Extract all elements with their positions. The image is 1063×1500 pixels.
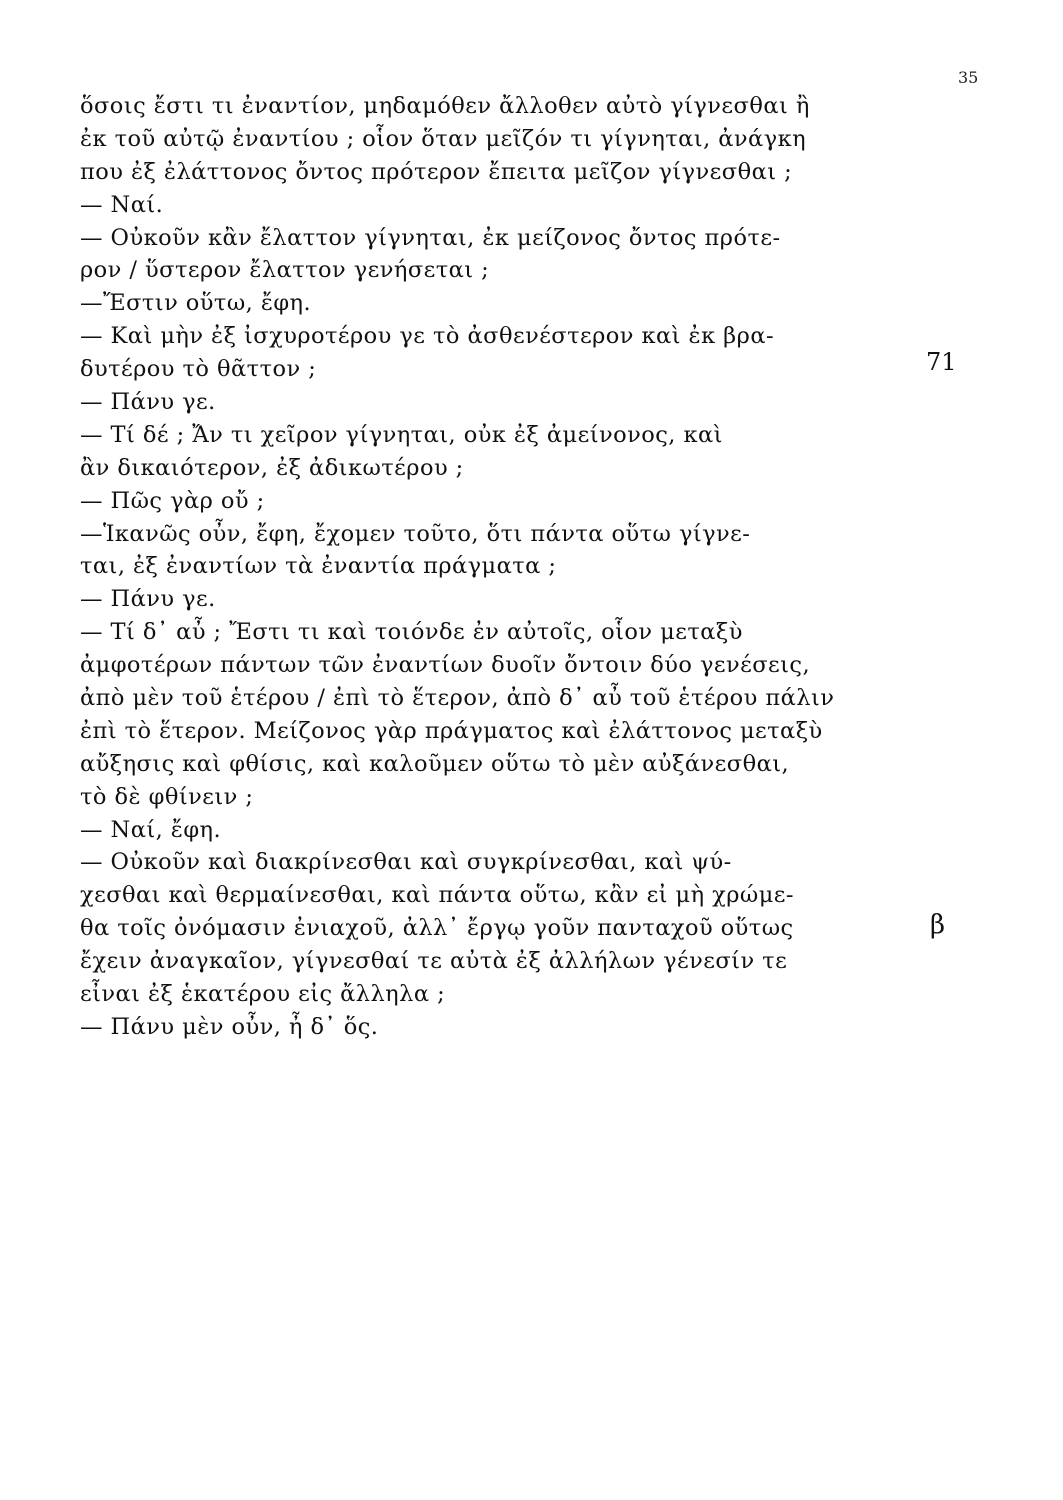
page-number: 35 [958, 68, 979, 87]
text-line: ἔχειν ἀναγκαῖον, γίγνεσθαί τε αὐτὰ ἐξ ἀλλήλων γένεσίν τε [80, 948, 788, 975]
text-line: ρον / ὕστερον ἔλαττον γενήσεται ; [80, 257, 490, 284]
text-line: — Πάνυ γε. [80, 389, 216, 416]
text-line: αὔξησις καὶ φθίσις, καὶ καλοῦμεν οὕτω τὸ μὲν αὐξάνεσθαι, [80, 750, 790, 777]
text-line: ται, ἐξ ἐναντίων τὰ ἐναντία πράγματα ; [80, 553, 557, 580]
text-line: ὅσοις ἔστι τι ἐναντίον, μηδαμόθεν ἄλλοθεν αὐτὸ γίγνεσθαι ἢ [80, 93, 810, 119]
text-line: τὸ δὲ φθίνειν ; [80, 783, 254, 810]
text-line: — Τί δ᾽ αὖ ; Ἔστι τι καὶ τοιόνδε ἐν αὐτοῖς, οἷον μεταξὺ [80, 619, 743, 646]
text-line: δυτέρου τὸ θᾶττον ; [80, 356, 317, 383]
dialogue-text [80, 90, 900, 1044]
text-line: ἀμφοτέρων πάντων τῶν ἐναντίων δυοῖν ὄντοιν δύο γενέσεις, [80, 652, 811, 679]
text-line: θα τοῖς ὀνόμασιν ἐνιαχοῦ, ἀλλ᾽ ἔργῳ γοῦν πανταχοῦ οὕτως [80, 915, 794, 942]
text-line: ἐκ τοῦ αὐτῷ ἐναντίου ; οἷον ὅταν μεῖζόν τι γίγνηται, ἀνάγκη [80, 125, 807, 152]
text-line: χεσθαι καὶ θερμαίνεσθαι, καὶ πάντα οὕτω, κἂν εἰ μὴ χρώμε- [80, 882, 794, 909]
text-line: —Ἔστιν οὕτω, ἔφη. [80, 290, 312, 317]
text-line: —Ἱκανῶς οὖν, ἔφη, ἔχομεν τοῦτο, ὅτι πάντα οὕτω γίγνε- [80, 520, 751, 547]
text-line: — Ναί, ἔφη. [80, 816, 222, 843]
marginal-note-stephanus-71: 71 [926, 348, 957, 376]
text-line: που ἐξ ἐλάττονος ὄντος πρότερον ἔπειτα μεῖζον γίγνεσθαι ; [80, 158, 793, 185]
text-line: ἐπὶ τὸ ἕτερον. Μείζονος γὰρ πράγματος καὶ ἐλάττονος μεταξὺ [80, 717, 823, 744]
marginal-note-section-b: β [930, 910, 946, 940]
text-line: εἶναι ἐξ ἑκατέρου εἰς ἄλληλα ; [80, 981, 446, 1008]
text-line: — Καὶ μὴν ἐξ ἰσχυροτέρου γε τὸ ἀσθενέστερον καὶ ἐκ βρα- [80, 323, 775, 350]
text-line: ἀπὸ μὲν τοῦ ἑτέρου / ἐπὶ τὸ ἕτερον, ἀπὸ δ᾽ αὖ τοῦ ἑτέρου πάλιν [80, 685, 835, 712]
text-line: — Πῶς γὰρ οὔ ; [80, 487, 265, 514]
text-line: — Ναί. [80, 191, 164, 218]
text-line: — Πάνυ μὲν οὖν, ἦ δ᾽ ὅς. [80, 1013, 379, 1040]
text-line: — Οὐκοῦν καὶ διακρίνεσθαι καὶ συγκρίνεσθαι, καὶ ψύ- [80, 849, 732, 876]
text-line: — Τί δέ ; Ἄν τι χεῖρον γίγνηται, οὐκ ἐξ ἀμείνονος, καὶ [80, 421, 723, 448]
text-line: — Οὐκοῦν κἂν ἔλαττον γίγνηται, ἐκ μείζονος ὄντος πρότε- [80, 224, 781, 251]
text-line: — Πάνυ γε. [80, 586, 216, 613]
text-line: ἂν δικαιότερον, ἐξ ἀδικωτέρου ; [80, 454, 464, 481]
